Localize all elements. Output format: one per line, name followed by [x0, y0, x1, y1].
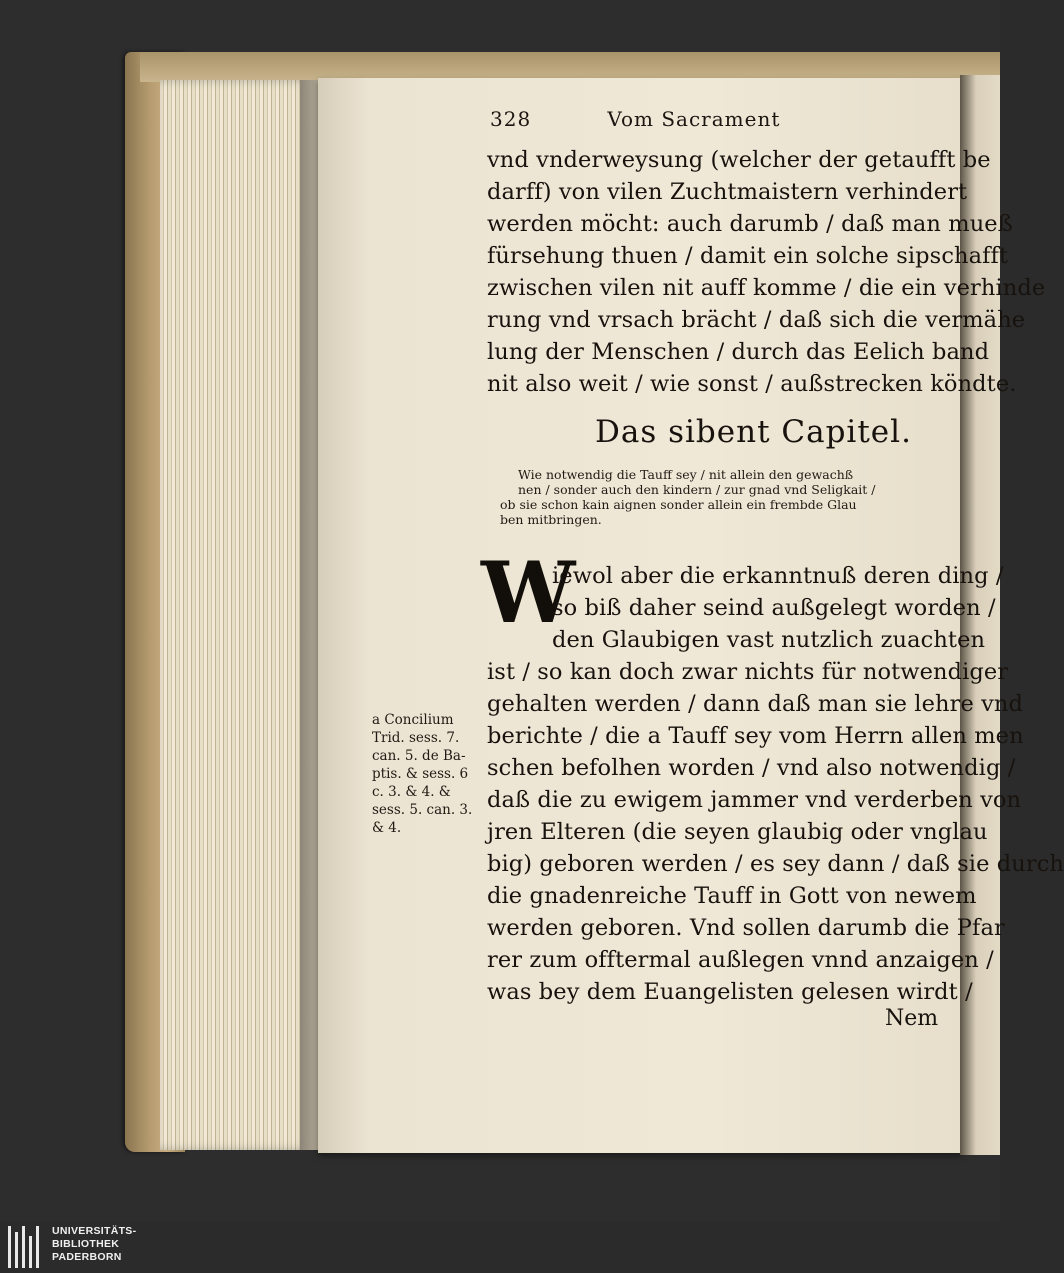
- body-line: jren Elteren (die seyen glaubig oder vnglau: [487, 819, 988, 845]
- library-logo-text: [52, 1225, 136, 1264]
- footer-bar: [0, 1222, 1000, 1273]
- vertical-bars-logo-icon: [8, 1226, 44, 1268]
- body-line: nit also weit / wie sonst / außstrecken köndte.: [487, 371, 1017, 397]
- chapter-summary-line: ob sie schon kain aignen sonder allein ein frembde Glau: [500, 497, 857, 512]
- body-line: die gnadenreiche Tauff in Gott von newem: [487, 883, 977, 909]
- chapter-summary-line: nen / sonder auch den kindern / zur gnad vnd Seligkait /: [518, 482, 876, 497]
- body-line: vnd vnderweysung (welcher der getaufft be: [487, 147, 991, 173]
- running-header: [490, 107, 850, 131]
- marginal-note-line: ptis. & sess. 6: [372, 766, 469, 782]
- body-line: ist / so kan doch zwar nichts für notwendiger: [487, 659, 1009, 685]
- body-line: fürsehung thuen / damit ein solche sipschafft: [487, 243, 1009, 269]
- body-line: berichte / die a Tauff sey vom Herrn allen men: [487, 723, 1024, 749]
- logo-line: BIBLIOTHEK: [52, 1238, 120, 1250]
- body-line: darff) von vilen Zuchtmaistern verhindert: [487, 179, 968, 205]
- page-number: 328: [490, 107, 532, 131]
- marginal-note-line: & 4.: [372, 820, 402, 836]
- body-line: zwischen vilen nit auff komme / die ein verhinde: [487, 275, 1046, 301]
- marginal-note-line: can. 5. de Ba-: [372, 748, 466, 764]
- body-line: lung der Menschen / durch das Eelich band: [487, 339, 990, 365]
- marginal-note-line: Trid. sess. 7.: [372, 730, 460, 746]
- marginal-note-line: c. 3. & 4. &: [372, 784, 451, 800]
- page-block-edges: [160, 80, 320, 1150]
- chapter-summary-line: ben mitbringen.: [500, 512, 602, 527]
- logo-line: PADERBORN: [52, 1251, 122, 1263]
- chapter-heading: Das sibent Capitel.: [595, 414, 912, 450]
- body-line: gehalten werden / dann daß man sie lehre vnd: [487, 691, 1024, 717]
- body-line: was bey dem Euangelisten gelesen wirdt /: [487, 979, 973, 1005]
- marginal-note-line: a Concilium: [372, 712, 454, 728]
- body-line: so biß daher seind außgelegt worden /: [552, 595, 996, 621]
- body-line: den Glaubigen vast nutzlich zuachten: [552, 627, 986, 653]
- logo-line: UNIVERSITÄTS-: [52, 1225, 137, 1237]
- body-line: rer zum offtermal außlegen vnnd anzaigen /: [487, 947, 994, 973]
- body-line: big) geboren werden / es sey dann / daß sie durch: [487, 851, 1064, 877]
- body-line: rung vnd vrsach brächt / daß sich die vermähe: [487, 307, 1026, 333]
- body-line: daß die zu ewigem jammer vnd verderben von: [487, 787, 1022, 813]
- catchword: Nem: [885, 1006, 939, 1031]
- marginal-note-line: sess. 5. can. 3.: [372, 802, 473, 818]
- body-line: werden möcht: auch darumb / daß man mueß: [487, 211, 1013, 237]
- body-line: schen befolhen worden / vnd also notwendig /: [487, 755, 1016, 781]
- body-line: werden geboren. Vnd sollen darumb die Pfar: [487, 915, 1005, 941]
- decorated-initial: W: [481, 543, 576, 642]
- body-line: iewol aber die erkanntnuß deren ding /: [552, 563, 1004, 589]
- running-head-title: Vom Sacrament: [607, 107, 781, 131]
- chapter-summary-line: Wie notwendig die Tauff sey / nit allein den gewachß: [518, 467, 854, 482]
